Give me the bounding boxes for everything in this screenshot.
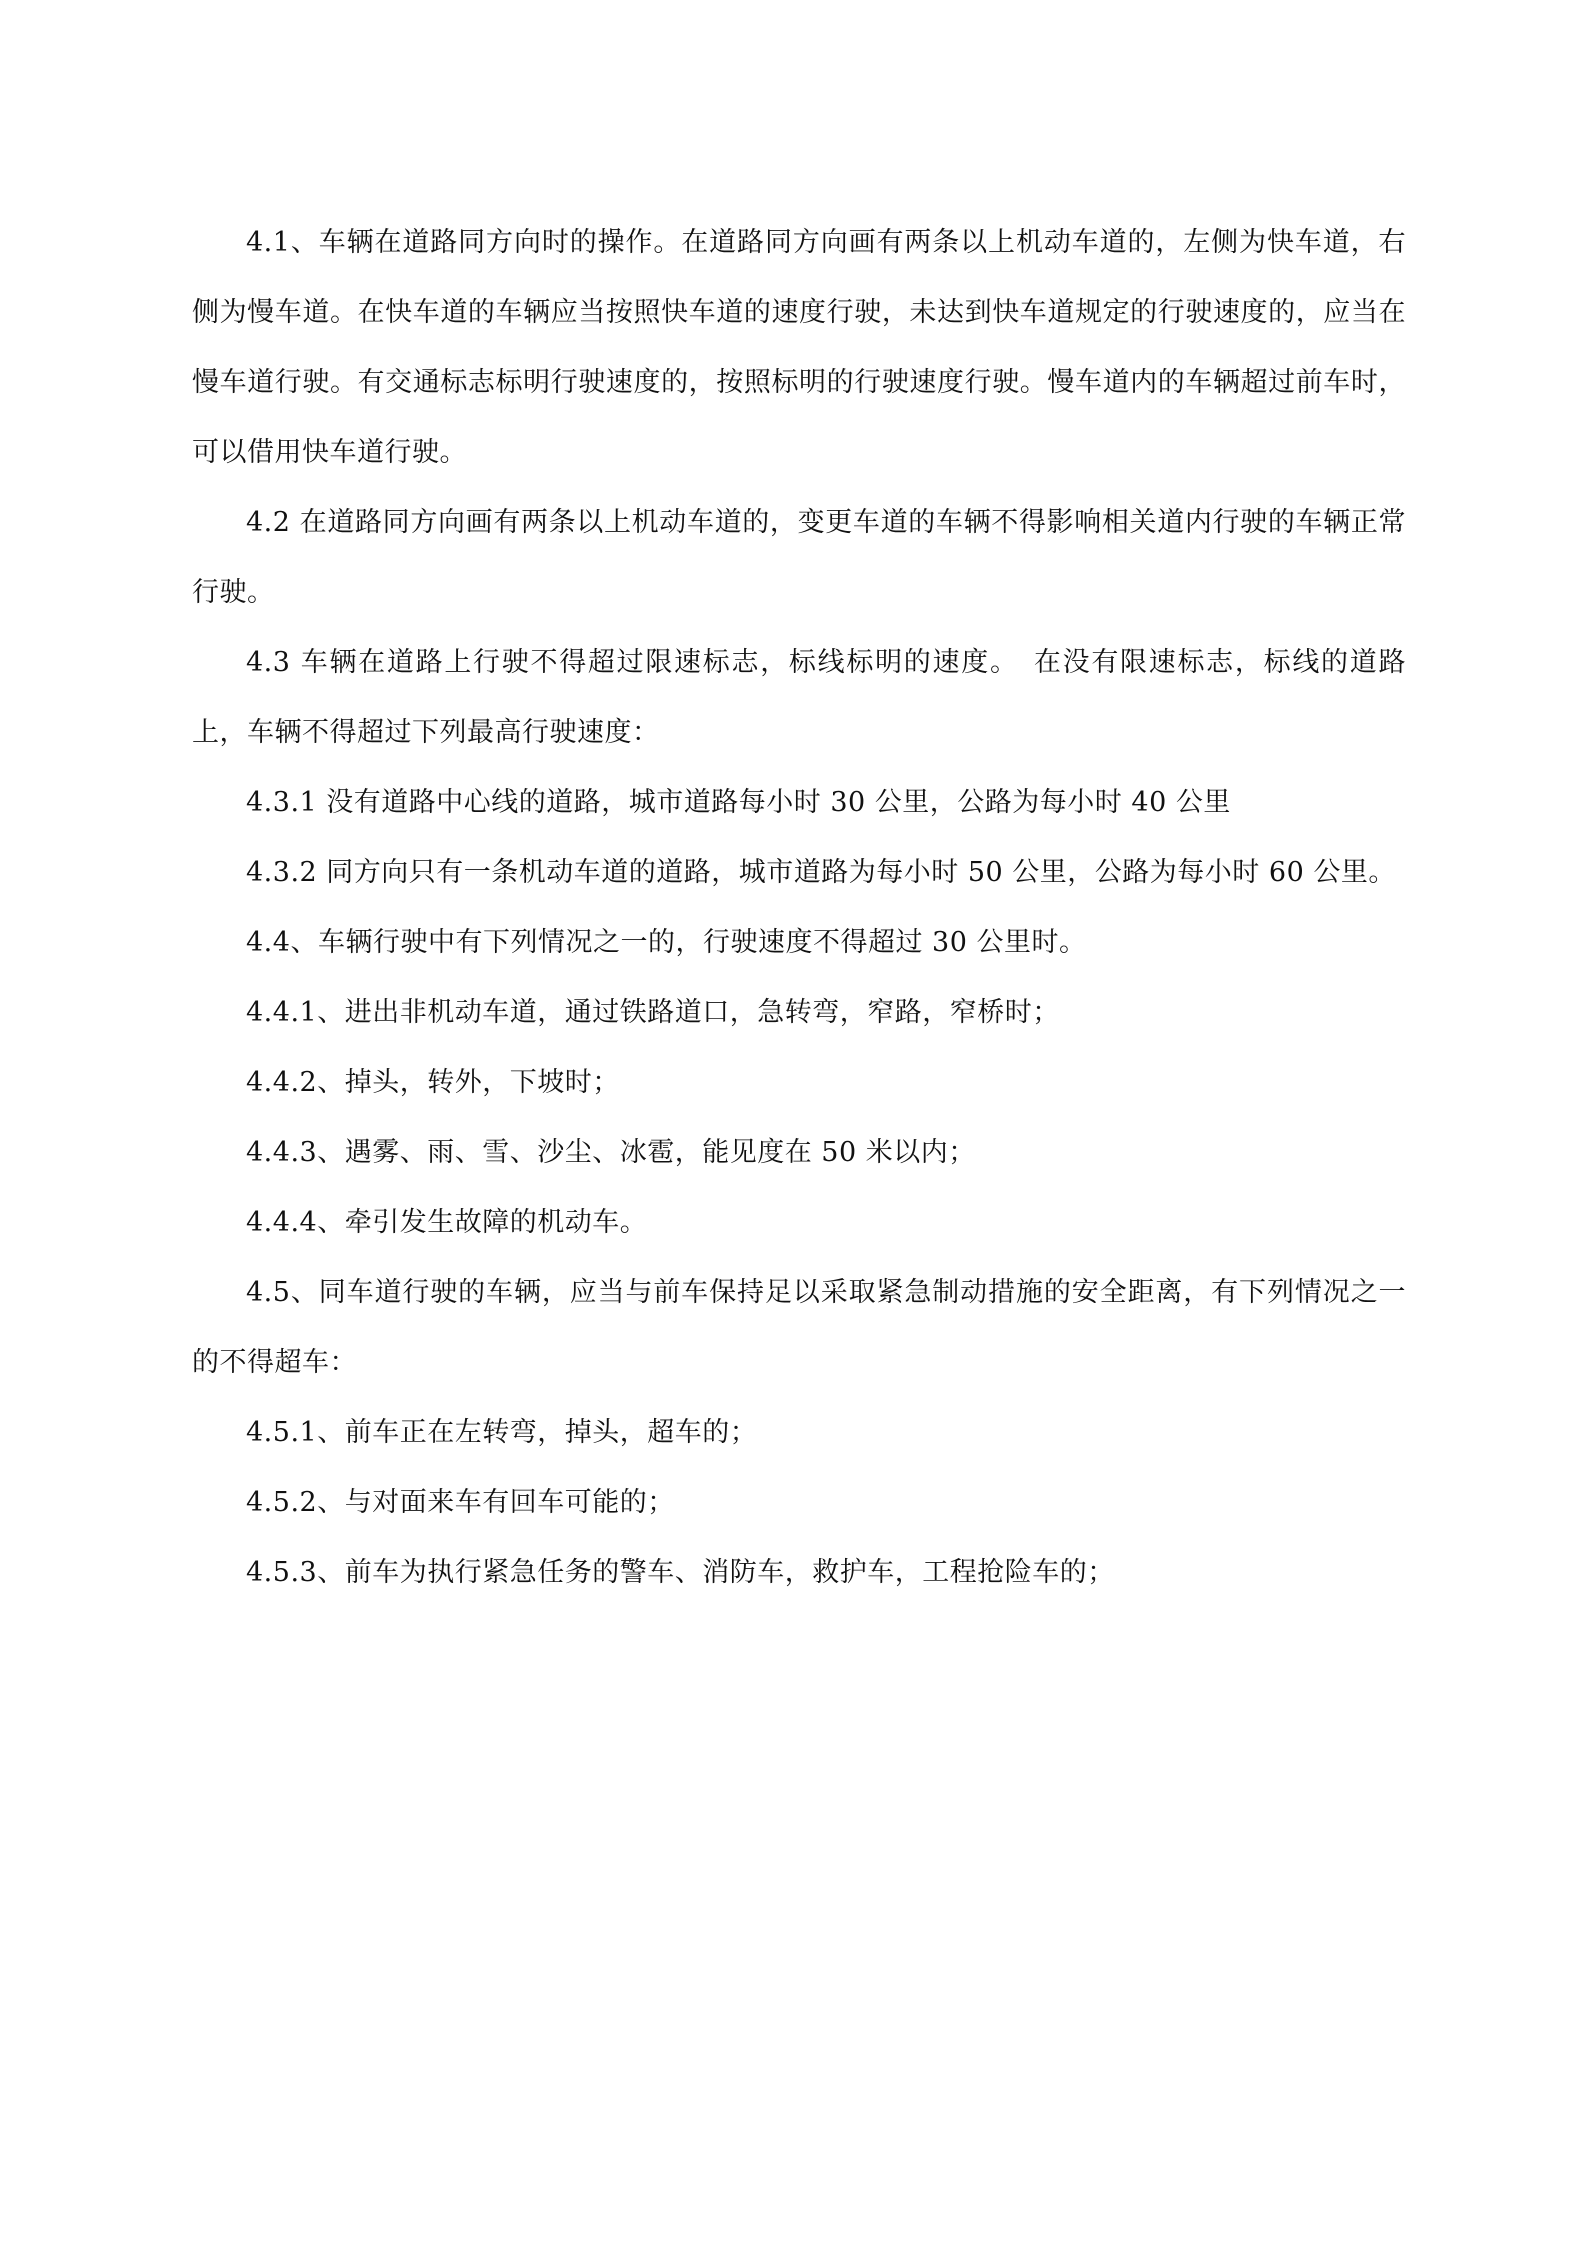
paragraph-4-4-4: 4.4.4、牵引发生故障的机动车。 xyxy=(246,1207,648,1238)
paragraph-4-5: 4.5、同车道行驶的车辆，应当与前车保持足以采取紧急制动措施的安全距离，有下列情况之一的不得超车： xyxy=(192,1277,1406,1378)
paragraph-4-4: 4.4、车辆行驶中有下列情况之一的，行驶速度不得超过 30 公里时。 xyxy=(246,927,1087,958)
paragraph-4-5-3: 4.5.3、前车为执行紧急任务的警车、消防车，救护车，工程抢险车的； xyxy=(246,1557,1115,1588)
paragraph-4-4-2: 4.4.2、掉头，转外，下坡时； xyxy=(246,1067,620,1098)
paragraph-4-5-2: 4.5.2、与对面来车有回车可能的； xyxy=(246,1487,675,1518)
paragraph-4-3-2: 4.3.2 同方向只有一条机动车道的道路，城市道路为每小时 50 公里，公路为每小时 60 公里。 xyxy=(246,857,1396,888)
paragraph-4-1: 4.1、车辆在道路同方向时的操作。在道路同方向画有两条以上机动车道的，左侧为快车道，右侧为慢车道。在快车道的车辆应当按照快车道的速度行驶，未达到快车道规定的行驶速度的，应当在慢车道行驶。有交通标志标明行驶速度的，按照标明的行驶速度行驶。慢车道内的车辆超过前车时，可以借用快车道行驶。 xyxy=(192,227,1406,468)
paragraph-4-4-3: 4.4.3、遇雾、雨、雪、沙尘、冰雹，能见度在 50 米以内； xyxy=(246,1137,976,1168)
paragraph-4-3-1: 4.3.1 没有道路中心线的道路，城市道路每小时 30 公里，公路为每小时 40 公里 xyxy=(246,787,1231,818)
paragraph-4-4-1: 4.4.1、进出非机动车道，通过铁路道口，急转弯，窄路，窄桥时； xyxy=(246,997,1060,1028)
paragraph-4-5-1: 4.5.1、前车正在左转弯，掉头，超车的； xyxy=(246,1417,758,1448)
paragraph-4-2: 4.2 在道路同方向画有两条以上机动车道的，变更车道的车辆不得影响相关道内行驶的车辆正常行驶。 xyxy=(192,507,1406,608)
paragraph-4-3: 4.3 车辆在道路上行驶不得超过限速标志，标线标明的速度。 在没有限速标志，标线的道路上，车辆不得超过下列最高行驶速度： xyxy=(192,647,1406,748)
document-body xyxy=(192,208,1406,1608)
